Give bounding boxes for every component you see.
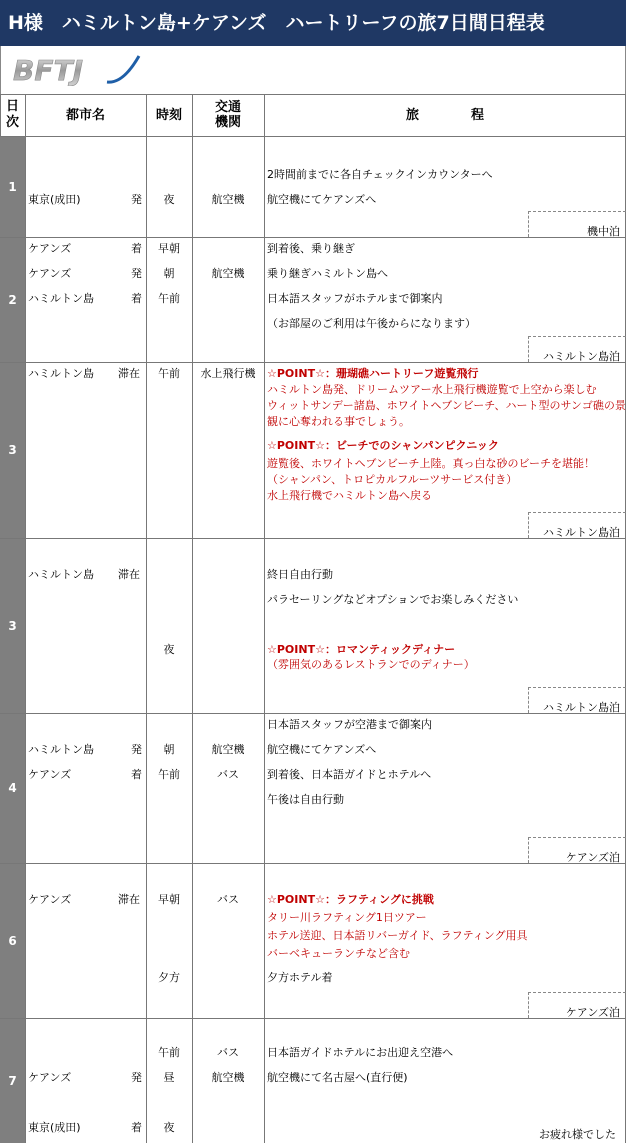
itinerary-line: 遊覧後、ホワイトヘブンビーチ上陸。真っ白な砂のビーチを堪能！ — [267, 457, 596, 470]
itinerary-line: （シャンパン、トロピカルフルーツサービス付き） — [267, 473, 518, 486]
transport-cell: 航空機 — [211, 267, 245, 280]
transport-cell: 航空機 — [211, 1071, 245, 1084]
itinerary-line: 終日自由行動 — [267, 568, 333, 581]
row-divider — [0, 237, 626, 238]
row-divider — [0, 713, 626, 714]
itinerary-line: 午後は自由行動 — [267, 793, 344, 806]
overnight-box — [528, 687, 626, 713]
column-divider — [192, 94, 193, 1143]
column-divider — [264, 94, 265, 1143]
itinerary-line: タリー川ラフティング1日ツアー — [267, 911, 427, 924]
city-name: 東京(成田) — [28, 193, 81, 206]
city-name: ハミルトン島 — [28, 743, 94, 756]
day-number: 7 — [8, 1074, 17, 1088]
overnight-label: ハミルトン島泊 — [543, 526, 620, 539]
overnight-label: ハミルトン島泊 — [543, 350, 620, 363]
city-name: ケアンズ — [28, 768, 72, 781]
row-divider — [0, 863, 626, 864]
time-cell: 夜 — [163, 193, 175, 206]
header-transport: 交通 機関 — [214, 100, 241, 130]
city-action: 発 — [131, 193, 142, 206]
header-day: 日 次 — [0, 94, 25, 136]
transport-cell: バス — [217, 1046, 239, 1059]
page-title: H様 ハミルトン島+ケアンズ ハートリーフの旅7日間日程表 — [0, 0, 626, 46]
itinerary-line: 観に心奪われる事でしょう。 — [267, 415, 410, 428]
itinerary-line: パラセーリングなどオプションでお楽しみください — [267, 593, 519, 606]
itinerary-line: 到着後、日本語ガイドとホテルへ — [267, 768, 432, 781]
transport-cell: バス — [217, 893, 239, 906]
time-cell: 朝 — [163, 267, 175, 280]
city-action: 着 — [131, 1121, 142, 1134]
time-cell: 夜 — [163, 643, 175, 656]
itinerary-line: 水上飛行機でハミルトン島へ戻る — [267, 489, 432, 502]
overnight-box — [528, 837, 626, 863]
overnight-label: 機中泊 — [587, 225, 620, 238]
itinerary-line: 航空機にてケアンズへ — [267, 193, 377, 206]
day-number: 6 — [8, 934, 17, 948]
city-name: ケアンズ — [28, 1071, 72, 1084]
time-cell: 昼 — [163, 1071, 175, 1084]
overnight-box — [528, 992, 626, 1018]
row-divider — [0, 1018, 626, 1019]
svg-text:BFTJ: BFTJ — [13, 54, 83, 86]
city-action: 滞在 — [118, 893, 140, 906]
city-action: 滞在 — [118, 367, 140, 380]
day-number: 2 — [8, 293, 17, 307]
bftj-logo — [11, 54, 141, 86]
day-number: 1 — [8, 180, 17, 194]
city-action: 発 — [131, 267, 142, 280]
itinerary-line: 到着後、乗り継ぎ — [267, 242, 355, 255]
itinerary-line: ウィットサンデー諸島、ホワイトヘブンビーチ、ハート型のサンゴ礁の景 — [267, 399, 626, 412]
itinerary-line: （お部屋のご利用は午後からになります） — [267, 317, 476, 330]
city-name: ハミルトン島 — [28, 367, 94, 380]
header-city: 都市名 — [65, 107, 105, 123]
itinerary-line: 2時間前までに各自チェックインカウンターへ — [267, 168, 493, 181]
transport-cell: 航空機 — [211, 193, 245, 206]
itinerary-line: 航空機にてケアンズへ — [267, 743, 377, 756]
itinerary-line: 日本語ガイドホテルにお出迎え空港へ — [267, 1046, 454, 1059]
city-name: ケアンズ — [28, 242, 72, 255]
overnight-box — [528, 336, 626, 362]
itinerary-line: ☆POINT☆：ビーチでのシャンパンピクニック — [267, 439, 499, 452]
overnight-label: ケアンズ泊 — [565, 1006, 620, 1019]
city-action: 着 — [131, 768, 142, 781]
time-cell: 夕方 — [158, 971, 180, 984]
city-action: 着 — [131, 242, 142, 255]
city-name: 東京(成田) — [28, 1121, 81, 1134]
itinerary-line: 日本語スタッフがホテルまで御案内 — [267, 292, 443, 305]
transport-cell: 航空機 — [211, 743, 245, 756]
itinerary-line: ☆POINT☆：珊瑚礁ハートリーフ遊覧飛行 — [267, 367, 479, 380]
itinerary-line: ホテル送迎、日本語リバーガイド、ラフティング用具 — [267, 929, 528, 942]
city-action: 着 — [131, 292, 142, 305]
city-action: 発 — [131, 1071, 142, 1084]
time-cell: 早朝 — [158, 893, 180, 906]
city-name: ハミルトン島 — [28, 568, 94, 581]
time-cell: 朝 — [163, 743, 175, 756]
row-divider — [0, 362, 626, 363]
day-number: 4 — [8, 781, 17, 795]
city-name: ケアンズ — [28, 893, 72, 906]
header-time: 時刻 — [155, 107, 182, 123]
time-cell: 午前 — [158, 768, 180, 781]
city-action: 滞在 — [118, 568, 140, 581]
overnight-box — [528, 512, 626, 538]
row-divider — [0, 538, 626, 539]
transport-cell: バス — [217, 768, 239, 781]
itinerary-line: ☆POINT☆：ラフティングに挑戦 — [267, 893, 434, 906]
itinerary-line: ☆POINT☆：ロマンティックディナー — [267, 643, 456, 656]
itinerary-line: （雰囲気のあるレストランでのディナー） — [267, 658, 475, 671]
itinerary-line: 日本語スタッフが空港まで御案内 — [267, 718, 432, 731]
overnight-label: ケアンズ泊 — [565, 851, 620, 864]
row-divider — [0, 94, 626, 95]
overnight-label: ハミルトン島泊 — [543, 701, 620, 714]
time-cell: 午前 — [158, 292, 180, 305]
row-divider — [0, 136, 626, 137]
time-cell: 早朝 — [158, 242, 180, 255]
time-cell: 午前 — [158, 367, 180, 380]
time-cell: 午前 — [158, 1046, 180, 1059]
city-name: ハミルトン島 — [28, 292, 94, 305]
itinerary-line: 夕方ホテル着 — [267, 971, 333, 984]
overnight-box — [528, 211, 626, 237]
city-action: 発 — [131, 743, 142, 756]
header-itinerary: 旅 程 — [405, 107, 484, 123]
itinerary-line: ハミルトン島発、ドリームツアー水上飛行機遊覧で上空から楽しむ — [267, 383, 597, 396]
day-number: 3 — [8, 443, 17, 457]
column-divider — [25, 94, 26, 1143]
logo-row — [0, 46, 626, 94]
transport-cell: 水上飛行機 — [200, 367, 256, 380]
time-cell: 夜 — [163, 1121, 175, 1134]
city-name: ケアンズ — [28, 267, 72, 280]
itinerary-line: バーベキューランチなど含む — [267, 947, 410, 960]
itinerary-line: 乗り継ぎハミルトン島へ — [267, 267, 388, 280]
closing-note: お疲れ様でした — [539, 1128, 616, 1141]
day-number: 3 — [8, 619, 17, 633]
itinerary-line: 航空機にて名古屋へ(直行便) — [267, 1071, 408, 1084]
